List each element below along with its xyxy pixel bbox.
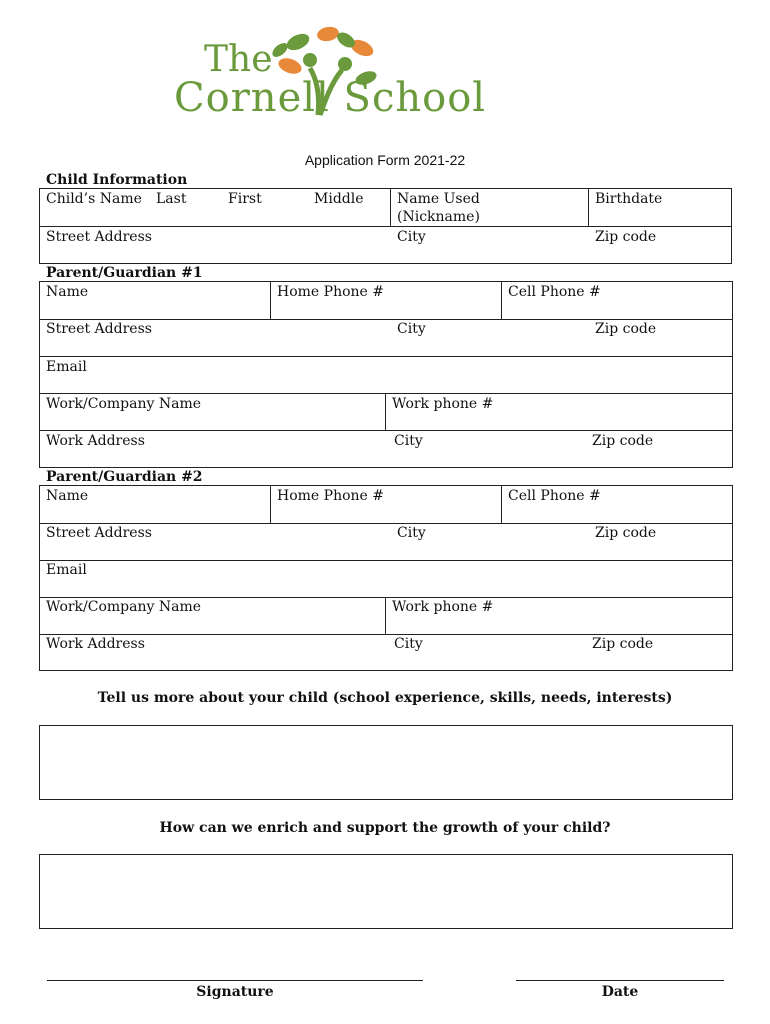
divider xyxy=(39,393,733,394)
divider xyxy=(501,485,502,523)
divider xyxy=(270,485,271,523)
p2-work-phone-label: Work phone # xyxy=(392,599,494,615)
p2-work-address-label: Work Address xyxy=(46,636,145,652)
divider xyxy=(270,281,271,319)
question-2-answer-box[interactable] xyxy=(39,854,733,929)
date-line[interactable] xyxy=(516,980,724,981)
p1-city-label: City xyxy=(397,321,426,337)
p2-email-label: Email xyxy=(46,562,87,578)
city-label: City xyxy=(397,229,426,245)
p1-street-label: Street Address xyxy=(46,321,152,337)
street-address-label: Street Address xyxy=(46,229,152,245)
divider xyxy=(39,430,733,431)
school-logo xyxy=(170,20,500,125)
divider xyxy=(385,393,386,430)
p2-work-company-label: Work/Company Name xyxy=(46,599,202,615)
divider xyxy=(39,356,733,357)
p1-cell-phone-label: Cell Phone # xyxy=(508,284,601,300)
logo-text-school: Cornell School xyxy=(174,75,487,121)
p2-work-zip-label: Zip code xyxy=(592,636,654,652)
divider xyxy=(39,560,733,561)
last-name-label: Last xyxy=(156,191,187,207)
logo-text-the: The xyxy=(204,39,273,80)
zip-label: Zip code xyxy=(595,229,657,245)
section-heading-parent1: Parent/Guardian #1 xyxy=(46,265,203,281)
middle-name-label: Middle xyxy=(314,191,364,207)
p1-home-phone-label: Home Phone # xyxy=(277,284,384,300)
p2-street-label: Street Address xyxy=(46,525,152,541)
question-1-answer-box[interactable] xyxy=(39,725,733,800)
date-label: Date xyxy=(601,984,639,1000)
signature-line[interactable] xyxy=(47,980,423,981)
divider xyxy=(588,188,589,226)
p1-work-address-label: Work Address xyxy=(46,433,145,449)
page-title: Application Form 2021-22 xyxy=(304,152,466,168)
birthdate-label: Birthdate xyxy=(595,191,663,207)
divider xyxy=(39,226,732,227)
p2-zip-label: Zip code xyxy=(595,525,657,541)
childs-name-label: Child’s Name xyxy=(46,191,142,207)
p1-work-zip-label: Zip code xyxy=(592,433,654,449)
p2-name-label: Name xyxy=(46,488,89,504)
p2-cell-phone-label: Cell Phone # xyxy=(508,488,601,504)
question-2-label: How can we enrich and support the growth of your child? xyxy=(159,820,611,836)
section-heading-child: Child Information xyxy=(46,172,188,188)
section-heading-parent2: Parent/Guardian #2 xyxy=(46,469,203,485)
p2-home-phone-label: Home Phone # xyxy=(277,488,384,504)
p2-work-city-label: City xyxy=(394,636,423,652)
divider xyxy=(385,597,386,634)
signature-label: Signature xyxy=(196,984,274,1000)
p1-work-company-label: Work/Company Name xyxy=(46,396,202,412)
p1-work-city-label: City xyxy=(394,433,423,449)
p1-email-label: Email xyxy=(46,359,87,375)
first-name-label: First xyxy=(228,191,262,207)
name-used-label: Name Used xyxy=(397,191,480,207)
p2-city-label: City xyxy=(397,525,426,541)
p1-name-label: Name xyxy=(46,284,89,300)
p1-work-phone-label: Work phone # xyxy=(392,396,494,412)
nickname-label: (Nickname) xyxy=(397,209,480,225)
divider xyxy=(390,188,391,226)
question-1-label: Tell us more about your child (school experience, skills, needs, interests) xyxy=(97,690,673,706)
divider xyxy=(501,281,502,319)
p1-zip-label: Zip code xyxy=(595,321,657,337)
